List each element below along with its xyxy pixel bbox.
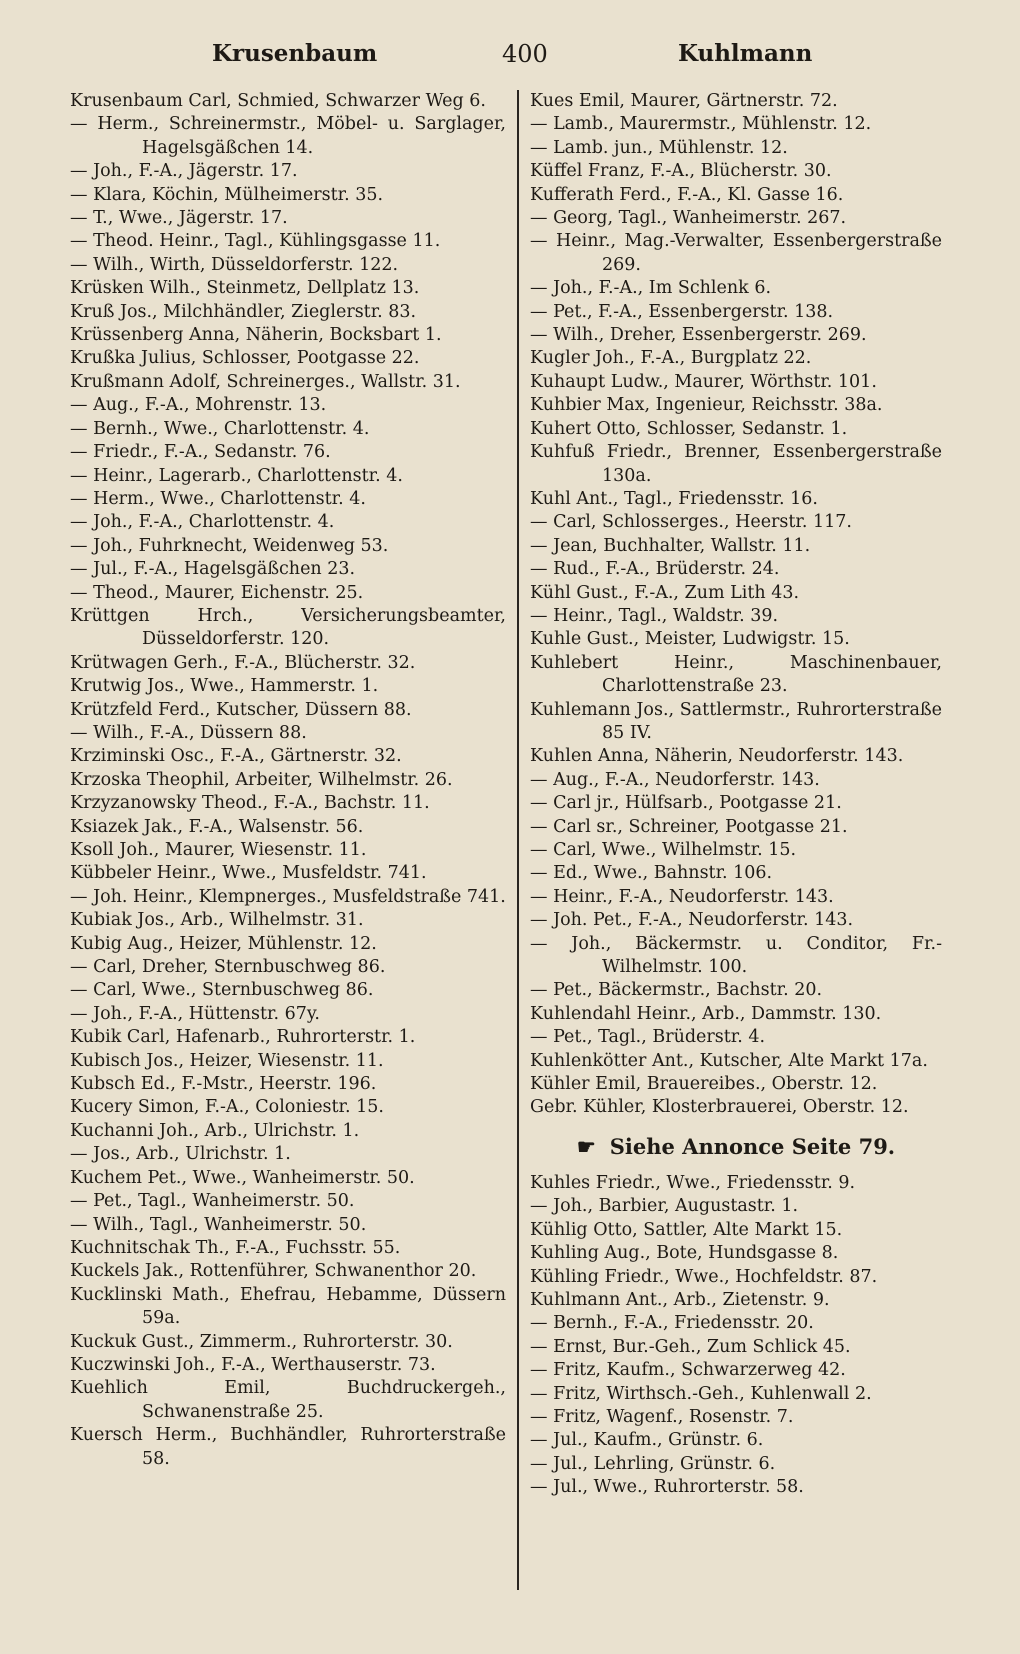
directory-entry: — Joh., F.-A., Hüttenstr. 67y. <box>70 1003 320 1024</box>
directory-entry: — Friedr., F.-A., Sedanstr. 76. <box>70 442 331 463</box>
header-left-word: Krusenbaum <box>212 40 378 67</box>
directory-entry: Kucklinski Math., Ehefrau, Hebamme, Düssern 59a. <box>70 1284 506 1329</box>
directory-entry: — Joh. Heinr., Klempnerges., Musfeldstraße 741. <box>70 886 506 907</box>
directory-entry: — Jos., Arb., Ulrichstr. 1. <box>70 1144 291 1165</box>
directory-entry: Kühl Gust., F.-A., Zum Lith 43. <box>530 582 800 603</box>
directory-entry: Kuhl Ant., Tagl., Friedensstr. 16. <box>530 488 818 509</box>
directory-entry: — Pet., Tagl., Wanheimerstr. 50. <box>70 1191 355 1212</box>
directory-entry: Kuckuk Gust., Zimmerm., Ruhrorterstr. 30. <box>70 1331 453 1352</box>
directory-entry: — Carl, Dreher, Sternbuschweg 86. <box>70 957 386 978</box>
directory-entry: Kuhlmann Ant., Arb., Zietenstr. 9. <box>530 1289 830 1310</box>
directory-entry: Kruß Jos., Milchhändler, Zieglerstr. 83. <box>70 301 417 322</box>
directory-entry: — Jul., F.-A., Hagelsgäßchen 23. <box>70 559 356 580</box>
advertisement-notice <box>530 1134 942 1160</box>
directory-entry: Kuhles Friedr., Wwe., Friedensstr. 9. <box>530 1172 856 1193</box>
directory-entry: — Wilh., Dreher, Essenbergerstr. 269. <box>530 325 867 346</box>
directory-entry: Kubiak Jos., Arb., Wilhelmstr. 31. <box>70 910 364 931</box>
directory-entry: Kuhbier Max, Ingenieur, Reichsstr. 38a. <box>530 395 883 416</box>
directory-entry: Kübbeler Heinr., Wwe., Musfeldstr. 741. <box>70 863 427 884</box>
directory-entry: — Carl, Schlosserges., Heerstr. 117. <box>530 512 852 533</box>
directory-entry: Ksoll Joh., Maurer, Wiesenstr. 11. <box>70 840 367 860</box>
directory-entry: Krütwagen Gerh., F.-A., Blücherstr. 32. <box>70 652 416 673</box>
directory-entry: Kubsch Ed., F.-Mstr., Heerstr. 196. <box>70 1074 377 1095</box>
directory-entry: Kufferath Ferd., F.-A., Kl. Gasse 16. <box>530 184 844 205</box>
column-divider <box>517 90 519 1590</box>
directory-entry: — Ernst, Bur.-Geh., Zum Schlick 45. <box>530 1336 851 1357</box>
directory-entry: Kucery Simon, F.-A., Coloniestr. 15. <box>70 1097 384 1118</box>
directory-entry: — Carl sr., Schreiner, Pootgasse 21. <box>530 816 848 837</box>
directory-entry: — Jean, Buchhalter, Wallstr. 11. <box>530 535 811 556</box>
directory-entry: Kuhlen Anna, Näherin, Neudorferstr. 143. <box>530 746 904 767</box>
directory-entry: — Joh. Pet., F.-A., Neudorferstr. 143. <box>530 910 854 931</box>
notice-text: Siehe Annonce Seite 79. <box>609 1133 896 1159</box>
directory-entry: — Georg, Tagl., Wanheimerstr. 267. <box>530 208 847 229</box>
directory-entry: Kuchnitschak Th., F.-A., Fuchsstr. 55. <box>70 1237 401 1258</box>
directory-entry: — Joh., F.-A., Jägerstr. 17. <box>70 161 298 182</box>
directory-entry: — Wilh., Wirth, Düsseldorferstr. 122. <box>70 254 399 275</box>
directory-entry: Kühlig Otto, Sattler, Alte Markt 15. <box>530 1219 843 1240</box>
directory-entry: — Pet., F.-A., Essenbergerstr. 138. <box>530 301 834 322</box>
directory-entry: Kuhlenkötter Ant., Kutscher, Alte Markt 17a. <box>530 1050 928 1071</box>
directory-entry: Ksiazek Jak., F.-A., Walsenstr. 56. <box>70 816 364 837</box>
pointing-hand-icon: ☛ <box>576 1133 596 1159</box>
directory-entry: — Aug., F.-A., Mohrenstr. 13. <box>70 395 327 416</box>
directory-entry: Kubisch Jos., Heizer, Wiesenstr. 11. <box>70 1050 384 1071</box>
directory-entry: Kühling Friedr., Wwe., Hochfeldstr. 87. <box>530 1266 878 1287</box>
directory-entry: Krützfeld Ferd., Kutscher, Düssern 88. <box>70 699 412 720</box>
directory-entry: Kubik Carl, Hafenarb., Ruhrorterstr. 1. <box>70 1027 416 1048</box>
directory-entry: Kues Emil, Maurer, Gärtnerstr. 72. <box>530 91 838 111</box>
directory-entry: Kuczwinski Joh., F.-A., Werthauserstr. 73. <box>70 1354 436 1375</box>
right-column-bottom-entries <box>530 1172 942 1500</box>
directory-entry: Kubig Aug., Heizer, Mühlenstr. 12. <box>70 933 377 954</box>
directory-entry: — Wilh., Tagl., Wanheimerstr. 50. <box>70 1214 367 1235</box>
header-right-word: Kuhlmann <box>678 40 813 67</box>
directory-entry: — Heinr., Lagerarb., Charlottenstr. 4. <box>70 465 403 486</box>
directory-entry: — Theod., Maurer, Eichenstr. 25. <box>70 582 364 603</box>
directory-entry: Kugler Joh., F.-A., Burgplatz 22. <box>530 348 812 369</box>
directory-entry: — Joh., F.-A., Charlottenstr. 4. <box>70 512 335 533</box>
directory-entry: Krußka Julius, Schlosser, Pootgasse 22. <box>70 348 420 369</box>
directory-entry: Kuhlemann Jos., Sattlermstr., Ruhrorterstraße 85 IV. <box>530 699 942 743</box>
directory-entry: — Bernh., F.-A., Friedensstr. 20. <box>530 1313 814 1334</box>
directory-entry: Kuhlebert Heinr., Maschinenbauer, Charlottenstraße 23. <box>530 652 942 697</box>
directory-entry: Krüttgen Hrch., Versicherungsbeamter, Düsseldorferstr. 120. <box>70 605 506 650</box>
directory-entry: — Lamb., Maurermstr., Mühlenstr. 12. <box>530 114 872 135</box>
directory-entry: Kuersch Herm., Buchhändler, Ruhrorterstraße 58. <box>70 1425 506 1469</box>
directory-entry: — Jul., Wwe., Ruhrorterstr. 58. <box>530 1477 804 1498</box>
right-column <box>530 90 942 1500</box>
directory-entry: — Joh., Barbier, Augustastr. 1. <box>530 1196 799 1217</box>
directory-entry: Küffel Franz, F.-A., Blücherstr. 30. <box>530 161 832 182</box>
directory-entry: — Carl, Wwe., Sternbuschweg 86. <box>70 980 374 1001</box>
directory-entry: Gebr. Kühler, Klosterbrauerei, Oberstr. 12. <box>530 1097 909 1118</box>
directory-entry: — Aug., F.-A., Neudorferstr. 143. <box>530 769 820 790</box>
directory-entry: Krzoska Theophil, Arbeiter, Wilhelmstr. 26. <box>70 769 453 790</box>
directory-entry: — Heinr., Tagl., Waldstr. 39. <box>530 605 779 626</box>
directory-entry: — Herm., Wwe., Charlottenstr. 4. <box>70 488 366 509</box>
directory-entry: — Jul., Kaufm., Grünstr. 6. <box>530 1430 764 1451</box>
directory-entry: — Fritz, Wagenf., Rosenstr. 7. <box>530 1406 794 1427</box>
directory-entry: — Fritz, Kaufm., Schwarzerweg 42. <box>530 1360 846 1381</box>
directory-entry: Kuhfuß Friedr., Brenner, Essenbergerstraße 130a. <box>530 442 942 486</box>
directory-entry: Kuchanni Joh., Arb., Ulrichstr. 1. <box>70 1120 360 1141</box>
directory-entry: Kuhaupt Ludw., Maurer, Wörthstr. 101. <box>530 371 877 392</box>
directory-entry: — Heinr., Mag.-Verwalter, Essenbergerstraße 269. <box>530 231 942 275</box>
directory-entry: — Wilh., F.-A., Düssern 88. <box>70 722 307 743</box>
directory-entry: Krutwig Jos., Wwe., Hammerstr. 1. <box>70 676 379 697</box>
directory-entry: Kuhert Otto, Schlosser, Sedanstr. 1. <box>530 418 848 439</box>
directory-entry: — Joh., F.-A., Im Schlenk 6. <box>530 278 772 299</box>
directory-entry: Krziminski Osc., F.-A., Gärtnerstr. 32. <box>70 746 402 767</box>
directory-entry: Krußmann Adolf, Schreinerges., Wallstr. 31. <box>70 371 461 392</box>
directory-entry: Krüsken Wilh., Steinmetz, Dellplatz 13. <box>70 278 420 299</box>
directory-entry: — Lamb. jun., Mühlenstr. 12. <box>530 137 788 158</box>
directory-entry: Kühler Emil, Brauereibes., Oberstr. 12. <box>530 1074 878 1095</box>
directory-entry: — T., Wwe., Jägerstr. 17. <box>70 208 288 229</box>
page-header <box>0 40 1020 80</box>
directory-entry: — Joh., Fuhrknecht, Weidenweg 53. <box>70 535 389 556</box>
directory-entry: — Bernh., Wwe., Charlottenstr. 4. <box>70 418 370 439</box>
directory-entry: Krüssenberg Anna, Näherin, Bocksbart 1. <box>70 325 442 346</box>
directory-entry: Kuhlendahl Heinr., Arb., Dammstr. 130. <box>530 1003 882 1024</box>
directory-entry: — Heinr., F.-A., Neudorferstr. 143. <box>530 886 834 907</box>
directory-entry: — Theod. Heinr., Tagl., Kühlingsgasse 11. <box>70 231 441 252</box>
left-column <box>70 90 506 1471</box>
directory-entry: Kuchem Pet., Wwe., Wanheimerstr. 50. <box>70 1167 415 1188</box>
directory-entry: Krusenbaum Carl, Schmied, Schwarzer Weg 6. <box>70 91 486 111</box>
directory-entry: — Carl, Wwe., Wilhelmstr. 15. <box>530 840 797 860</box>
page-number: 400 <box>502 40 548 68</box>
directory-entry: — Jul., Lehrling, Grünstr. 6. <box>530 1453 776 1474</box>
directory-entry: Kuhle Gust., Meister, Ludwigstr. 15. <box>530 629 850 650</box>
directory-entry: Kuhling Aug., Bote, Hundsgasse 8. <box>530 1243 839 1264</box>
directory-entry: — Ed., Wwe., Bahnstr. 106. <box>530 863 773 884</box>
directory-entry: — Klara, Köchin, Mülheimerstr. 35. <box>70 184 384 205</box>
directory-entry: — Herm., Schreinermstr., Möbel- u. Sarglager, Hagelsgäßchen 14. <box>70 114 506 158</box>
directory-entry: — Pet., Bäckermstr., Bachstr. 20. <box>530 980 823 1001</box>
directory-entry: Kuehlich Emil, Buchdruckergeh., Schwanenstraße 25. <box>70 1378 506 1422</box>
directory-entry: — Rud., F.-A., Brüderstr. 24. <box>530 559 780 580</box>
directory-entry: — Fritz, Wirthsch.-Geh., Kuhlenwall 2. <box>530 1383 872 1404</box>
directory-entry: — Joh., Bäckermstr. u. Conditor, Fr.-Wilhelmstr. 100. <box>530 933 942 978</box>
directory-entry: — Carl jr., Hülfsarb., Pootgasse 21. <box>530 793 842 814</box>
directory-entry: — Pet., Tagl., Brüderstr. 4. <box>530 1027 766 1048</box>
directory-entry: Krzyzanowsky Theod., F.-A., Bachstr. 11. <box>70 793 430 814</box>
right-column-top-entries <box>530 90 942 1120</box>
directory-entry: Kuckels Jak., Rottenführer, Schwanenthor 20. <box>70 1261 477 1282</box>
